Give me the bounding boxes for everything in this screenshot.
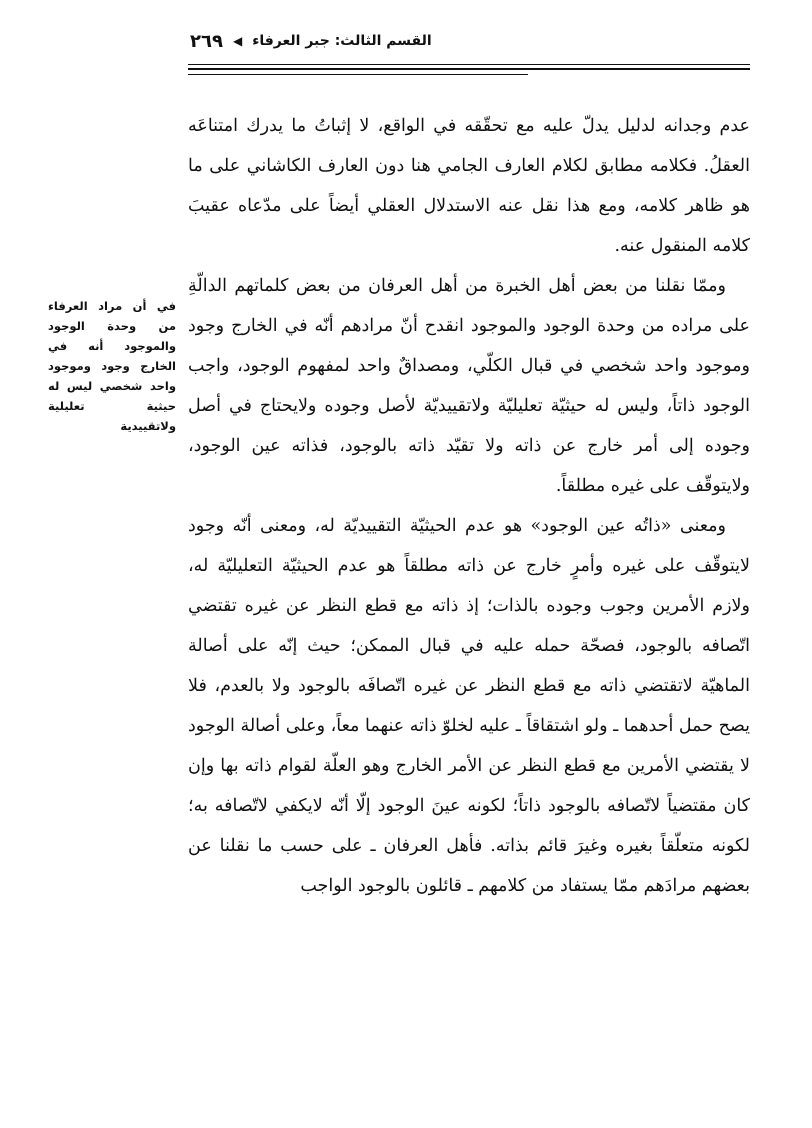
page-number: ٢٦٩	[190, 30, 223, 52]
triangle-marker-icon: ◀	[232, 34, 243, 48]
paragraph-continuation: عدم وجدانه لدليل يدلّ عليه مع تحقّقه في الواقع، لا إثباتُ ما يدرك امتناعَه العقلُ. فكلامه مطابق لكلام العارف الجامي هنا دون العارف الكاشاني على ما هو ظاهر كلامه، ومع هذا نقل عنه الاستدلال العقلي أيضاً على مدّعاه عقيبَ كلامه المنقول عنه.	[188, 116, 750, 256]
header-rule-short	[188, 74, 528, 75]
paragraph: ومعنى «ذاتُه عين الوجود» هو عدم الحيثيّة التقييديّة له، ومعنى أنّه وجود لايتوقّف على غيره وأمرٍ خارج عن ذاته مطلقاً هو عدم الحيثيّة التعليليّة له، ولازم الأمرين وجوب وجوده بالذات؛ إذ ذاته مع قطع النظر عن غيره تقتضي اتّصافه بالوجود، فصحّة حمله عليه في قبال الممكن؛ حيث إنّه على أصالة الماهيّة لاتقتضي ذاته مع قطع النظر عن غيره اتّصافَه بالوجود ولا بالعدم، فلا يصح حمل أحدهما ـ ولو اشتقاقاً ـ عليه لخلوّ ذاته عنهما معاً، وعلى أصالة الوجود لا يقتضي الأمرين مع قطع النظر عن الأمر الخارج وهو العلّة لقوام ذاته بها وإن كان مقتضياً لاتّصافه بالوجود ذاتاً؛ لكونه عينَ الوجود إلّا أنّه لايكفي لاتّصافه به؛ لكونه متعلّقاً بغيره وغيرَ قائم بذاته. فأهل العرفان ـ على حسب ما نقلنا عن بعضهم مرادَهم ممّا يستفاد من كلامهم ـ قائلون بالوجود الواجب	[188, 516, 750, 896]
paragraph: وممّا نقلنا من بعض أهل الخبرة من أهل العرفان من بعض كلماتهم الدالّةِ على مراده من وحدة الوجود والموجود انقدح أنّ مرادهم أنّه في الخارج وجود وموجود واحد شخصي في قبال الكلّي، ومصداقٌ واحد لمفهوم الوجود، واجب الوجود ذاتاً، وليس له حيثيّة تعليليّة ولاتقييديّة لأصل وجوده ولايحتاج في أصل وجوده إلى أمر خارج عن ذاته ولا تقيّد ذاته بالوجود، فذاته عين الوجود، ولايتوقّف على غيره مطلقاً.	[188, 276, 750, 496]
body-text	[188, 106, 750, 906]
header-rule-thick	[188, 68, 750, 70]
margin-note: في أن مراد العرفاء من وحدة الوجود والموجود أنه في الخارج وجود وموجود واحد شخصي ليس له حيثية تعليلية ولاتقييدية	[48, 299, 176, 433]
header-rule-thin	[188, 64, 750, 65]
running-header	[190, 28, 750, 54]
section-title: القسم الثالث: جبر العرفاء	[252, 33, 432, 49]
